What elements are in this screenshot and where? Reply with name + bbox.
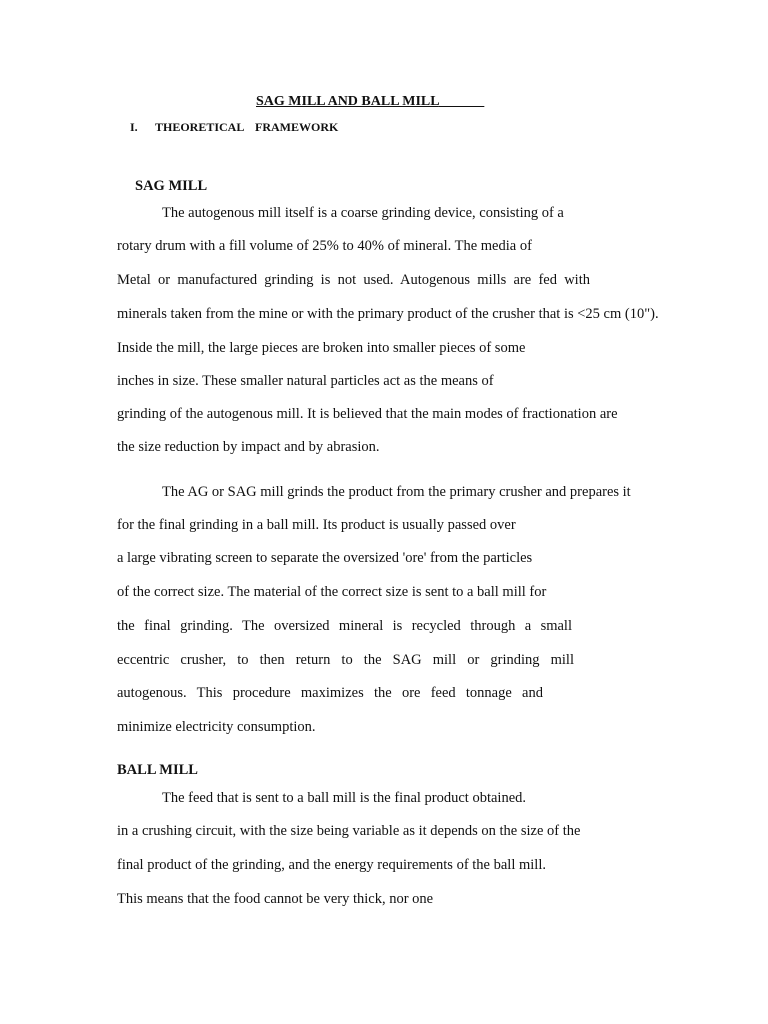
sag-p1-line-6: inches in size. These smaller natural particles act as the means of <box>117 373 494 389</box>
sag-p2-line-6: eccentric crusher, to then return to the SAG mill or grinding mill <box>117 652 574 668</box>
sag-p2-line-8: minimize electricity consumption. <box>117 719 316 735</box>
framework-word-framework: FRAMEWORK <box>255 120 339 134</box>
document-title: SAG MILL AND BALL MILL <box>256 94 439 109</box>
sag-p2-line-3: a large vibrating screen to separate the oversized 'ore' from the particles <box>117 550 533 566</box>
ball-p1-line-4: This means that the food cannot be very thick, nor one <box>117 891 434 907</box>
sag-p1-line-8: the size reduction by impact and by abrasion. <box>117 439 380 455</box>
sag-mill-heading: SAG MILL <box>135 178 208 194</box>
sag-p1-line-2: rotary drum with a fill volume of 25% to 40% of mineral. The media of <box>117 238 532 254</box>
sag-p1-line-7: grinding of the autogenous mill. It is believed that the main modes of fractionation are <box>117 406 618 422</box>
sag-p1-line-4: minerals taken from the mine or with the primary product of the crusher that is <25 cm (10"). <box>117 306 659 322</box>
sag-p2-line-2: for the final grinding in a ball mill. Its product is usually passed over <box>117 517 516 533</box>
sag-p1-line-1: The autogenous mill itself is a coarse grinding device, consisting of a <box>162 205 564 221</box>
ball-p1-line-1: The feed that is sent to a ball mill is the final product obtained. <box>162 790 527 806</box>
ball-p1-line-3: final product of the grinding, and the energy requirements of the ball mill. <box>117 857 546 873</box>
sag-p1-line-3: Metal or manufactured grinding is not used. Autogenous mills are fed with <box>117 272 590 288</box>
ball-mill-heading: BALL MILL <box>117 762 198 778</box>
sag-p2-line-5: the final grinding. The oversized mineral is recycled through a small <box>117 618 572 634</box>
framework-word-theoretical: THEORETICAL <box>155 120 245 134</box>
sag-p2-line-4: of the correct size. The material of the correct size is sent to a ball mill for <box>117 584 547 600</box>
sag-p1-line-5: Inside the mill, the large pieces are broken into smaller pieces of some <box>117 340 526 356</box>
ball-p1-line-2: in a crushing circuit, with the size being variable as it depends on the size of the <box>117 823 581 839</box>
sag-p2-line-7: autogenous. This procedure maximizes the ore feed tonnage and <box>117 685 543 701</box>
sag-p2-line-1: The AG or SAG mill grinds the product from the primary crusher and prepares it <box>162 484 631 500</box>
framework-numeral: I. <box>130 120 138 134</box>
